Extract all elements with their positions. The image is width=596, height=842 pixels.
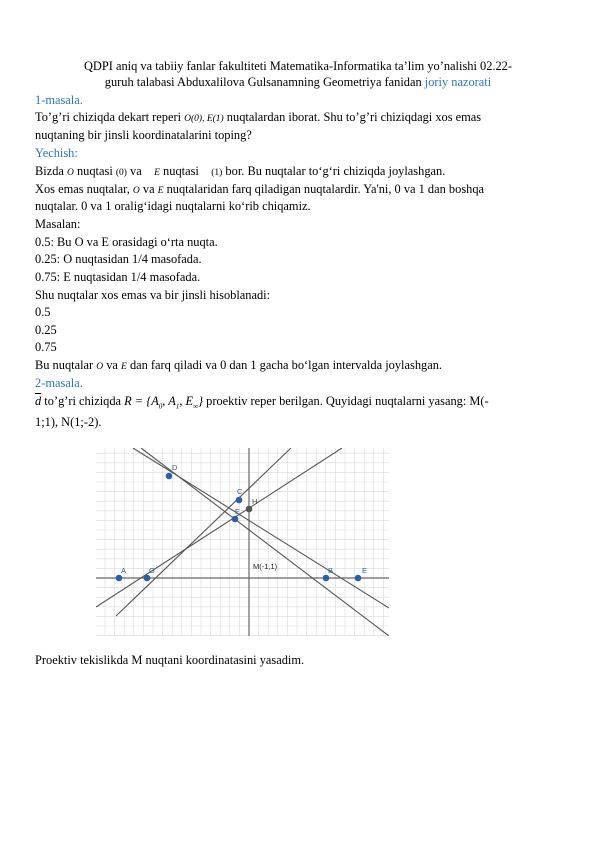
label-c: C xyxy=(237,487,243,496)
point-c xyxy=(236,497,243,504)
line-a-h xyxy=(96,448,342,607)
point-h xyxy=(246,506,253,513)
line-d-b xyxy=(133,448,389,608)
value-3: 0.75 xyxy=(35,340,57,354)
task2-title: 2-masala. xyxy=(35,376,83,390)
solution-line-5: 0.5: Bu O va E orasidagi o‘rta nuqta. xyxy=(35,235,218,249)
solution-line-1: Bizda O nuqtasi (0) va E nuqtasi (1) bor. Bu nuqtalar to‘g‘ri chiziqda joylashgan. xyxy=(35,164,446,178)
label-g: G xyxy=(149,566,155,575)
solution-line-6: 0.25: O nuqtasidan 1/4 masofada. xyxy=(35,252,202,266)
task2-question-line-1: $\overline{d}$ to’g’ri chiziqda $R = \{A_0$, $A_1$, $E_\infty$} proektiv reper berilgan. Quyidagi nuqtalarni yasang: M(- xyxy=(35,394,489,411)
figure-grid xyxy=(96,448,389,636)
solution-title: Yechish: xyxy=(35,146,78,160)
point-g xyxy=(144,575,151,582)
line-g-up xyxy=(116,448,291,616)
point-b xyxy=(323,575,330,582)
solution-line-8: Shu nuqtalar xos emas va bir jinsli hisoblanadi: xyxy=(35,288,271,302)
solution-line-7: 0.75: E nuqtasidan 1/4 masofada. xyxy=(35,270,201,284)
solution-line-2: Xos emas nuqtalar, O va E nuqtalaridan farq qiladigan nuqtalardir. Ya'ni, 0 va 1 dan boshqa xyxy=(35,182,485,196)
geometry-figure xyxy=(96,448,389,636)
label-m: M(-1,1) xyxy=(253,562,278,571)
label-f: F xyxy=(235,507,240,516)
solution-line-9: Bu nuqtalar O va E dan farq qiladi va 0 dan 1 gacha bo‘lgan intervalda joylashgan. xyxy=(35,358,443,372)
task2-closing: Proektiv tekislikda M nuqtani koordinatasini yasadim. xyxy=(35,653,305,667)
task1-question-line-2: nuqtaning bir jinsli koordinatalarini toping? xyxy=(35,128,252,142)
label-d: D xyxy=(172,463,178,472)
value-1: 0.5 xyxy=(35,305,51,319)
solution-line-4: Masalan: xyxy=(35,217,81,231)
header-line-1: QDPI aniq va tabiiy fanlar fakultiteti Matematika-Informatika ta’lim yo’nalishi 02.22- xyxy=(83,59,513,73)
header-highlight: joriy nazorati xyxy=(424,75,492,89)
solution-line-3: nuqtalar. 0 va 1 oralig‘idagi nuqtalarni ko‘rib chiqamiz. xyxy=(35,199,311,213)
label-b: B xyxy=(328,566,334,575)
point-labels xyxy=(121,463,367,575)
point-d xyxy=(166,473,173,480)
task2-question-line-2: 1;1), N(1;-2). xyxy=(35,415,102,429)
header-line-2: guruh talabasi Abduxalilova Gulsanamning Geometriya fanidan joriy nazorati xyxy=(104,75,492,89)
point-a xyxy=(116,575,123,582)
task1-question-line-1: To’g’ri chiziqda dekart reperi O(0), E(1) nuqtalardan iborat. Shu to’g’ri chiziqdagi xos emas xyxy=(35,110,482,124)
value-2: 0.25 xyxy=(35,323,57,337)
point-f xyxy=(232,516,239,523)
task1-title: 1-masala. xyxy=(35,93,83,107)
label-e: E xyxy=(362,566,368,575)
point-e xyxy=(355,575,362,582)
label-h: H xyxy=(252,497,258,506)
label-a: A xyxy=(121,566,127,575)
